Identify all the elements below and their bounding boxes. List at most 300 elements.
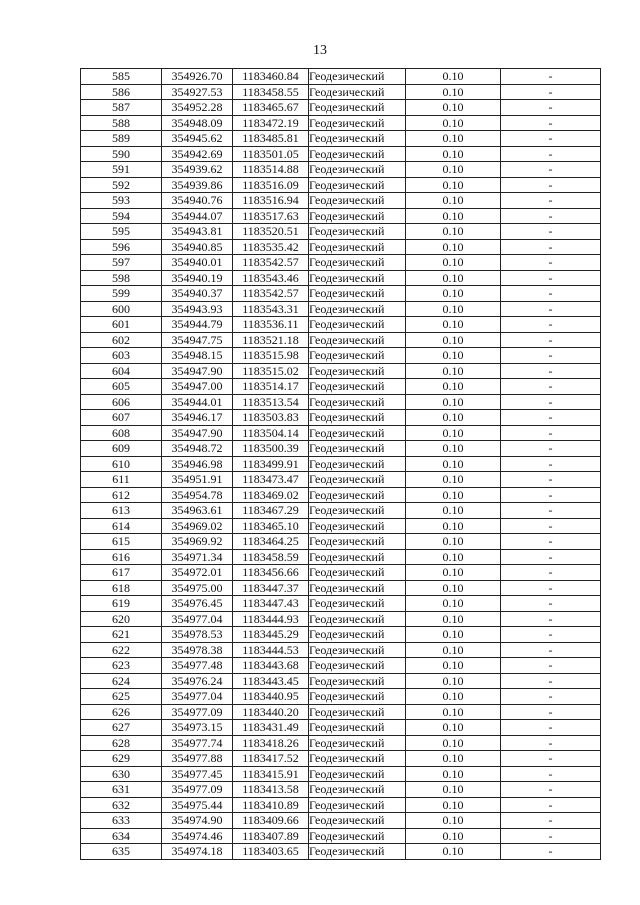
accuracy-cell: 0.10 <box>406 317 501 333</box>
x-coordinate-cell: 354973.15 <box>162 720 233 736</box>
y-coordinate-cell: 1183500.39 <box>233 441 309 457</box>
description-cell: - <box>501 115 601 131</box>
point-number-cell: 600 <box>81 301 162 317</box>
x-coordinate-cell: 354974.46 <box>162 828 233 844</box>
point-number-cell: 616 <box>81 549 162 565</box>
y-coordinate-cell: 1183460.84 <box>233 69 309 85</box>
y-coordinate-cell: 1183447.37 <box>233 580 309 596</box>
method-cell: Геодезический <box>309 410 406 426</box>
point-number-cell: 612 <box>81 487 162 503</box>
method-cell: Геодезический <box>309 379 406 395</box>
point-number-cell: 617 <box>81 565 162 581</box>
table-row <box>81 69 601 85</box>
table-row <box>81 456 601 472</box>
point-number-cell: 601 <box>81 317 162 333</box>
y-coordinate-cell: 1183456.66 <box>233 565 309 581</box>
accuracy-cell: 0.10 <box>406 797 501 813</box>
accuracy-cell: 0.10 <box>406 224 501 240</box>
description-cell: - <box>501 193 601 209</box>
x-coordinate-cell: 354971.34 <box>162 549 233 565</box>
description-cell: - <box>501 208 601 224</box>
table-row <box>81 410 601 426</box>
x-coordinate-cell: 354946.17 <box>162 410 233 426</box>
method-cell: Геодезический <box>309 828 406 844</box>
accuracy-cell: 0.10 <box>406 441 501 457</box>
y-coordinate-cell: 1183501.05 <box>233 146 309 162</box>
x-coordinate-cell: 354972.01 <box>162 565 233 581</box>
x-coordinate-cell: 354944.01 <box>162 394 233 410</box>
table-row <box>81 379 601 395</box>
description-cell: - <box>501 766 601 782</box>
table-row <box>81 627 601 643</box>
y-coordinate-cell: 1183417.52 <box>233 751 309 767</box>
description-cell: - <box>501 565 601 581</box>
point-number-cell: 621 <box>81 627 162 643</box>
x-coordinate-cell: 354975.44 <box>162 797 233 813</box>
method-cell: Геодезический <box>309 224 406 240</box>
method-cell: Геодезический <box>309 208 406 224</box>
accuracy-cell: 0.10 <box>406 782 501 798</box>
accuracy-cell: 0.10 <box>406 363 501 379</box>
x-coordinate-cell: 354948.72 <box>162 441 233 457</box>
method-cell: Геодезический <box>309 704 406 720</box>
point-number-cell: 597 <box>81 255 162 271</box>
description-cell: - <box>501 782 601 798</box>
x-coordinate-cell: 354974.18 <box>162 844 233 860</box>
x-coordinate-cell: 354940.01 <box>162 255 233 271</box>
x-coordinate-cell: 354942.69 <box>162 146 233 162</box>
table-row <box>81 596 601 612</box>
table-row <box>81 441 601 457</box>
table-row <box>81 844 601 860</box>
y-coordinate-cell: 1183543.31 <box>233 301 309 317</box>
description-cell: - <box>501 456 601 472</box>
description-cell: - <box>501 301 601 317</box>
point-number-cell: 604 <box>81 363 162 379</box>
description-cell: - <box>501 131 601 147</box>
method-cell: Геодезический <box>309 239 406 255</box>
y-coordinate-cell: 1183447.43 <box>233 596 309 612</box>
accuracy-cell: 0.10 <box>406 580 501 596</box>
table-row <box>81 797 601 813</box>
method-cell: Геодезический <box>309 69 406 85</box>
point-number-cell: 591 <box>81 162 162 178</box>
description-cell: - <box>501 146 601 162</box>
description-cell: - <box>501 642 601 658</box>
x-coordinate-cell: 354977.09 <box>162 782 233 798</box>
y-coordinate-cell: 1183458.59 <box>233 549 309 565</box>
y-coordinate-cell: 1183516.09 <box>233 177 309 193</box>
y-coordinate-cell: 1183472.19 <box>233 115 309 131</box>
y-coordinate-cell: 1183431.49 <box>233 720 309 736</box>
point-number-cell: 598 <box>81 270 162 286</box>
accuracy-cell: 0.10 <box>406 394 501 410</box>
y-coordinate-cell: 1183535.42 <box>233 239 309 255</box>
x-coordinate-cell: 354977.04 <box>162 689 233 705</box>
table-row <box>81 394 601 410</box>
y-coordinate-cell: 1183440.20 <box>233 704 309 720</box>
point-number-cell: 615 <box>81 534 162 550</box>
y-coordinate-cell: 1183513.54 <box>233 394 309 410</box>
point-number-cell: 608 <box>81 425 162 441</box>
point-number-cell: 586 <box>81 84 162 100</box>
accuracy-cell: 0.10 <box>406 162 501 178</box>
accuracy-cell: 0.10 <box>406 177 501 193</box>
point-number-cell: 618 <box>81 580 162 596</box>
x-coordinate-cell: 354944.79 <box>162 317 233 333</box>
table-row <box>81 487 601 503</box>
table-row <box>81 720 601 736</box>
table-row <box>81 224 601 240</box>
description-cell: - <box>501 735 601 751</box>
table-row <box>81 239 601 255</box>
y-coordinate-cell: 1183514.88 <box>233 162 309 178</box>
x-coordinate-cell: 354954.78 <box>162 487 233 503</box>
description-cell: - <box>501 673 601 689</box>
point-number-cell: 594 <box>81 208 162 224</box>
method-cell: Геодезический <box>309 689 406 705</box>
table-row <box>81 177 601 193</box>
table-row <box>81 813 601 829</box>
description-cell: - <box>501 441 601 457</box>
y-coordinate-cell: 1183542.57 <box>233 286 309 302</box>
accuracy-cell: 0.10 <box>406 332 501 348</box>
accuracy-cell: 0.10 <box>406 69 501 85</box>
table-row <box>81 580 601 596</box>
description-cell: - <box>501 797 601 813</box>
method-cell: Геодезический <box>309 441 406 457</box>
y-coordinate-cell: 1183465.10 <box>233 518 309 534</box>
table-row <box>81 735 601 751</box>
table-row <box>81 689 601 705</box>
x-coordinate-cell: 354977.04 <box>162 611 233 627</box>
x-coordinate-cell: 354926.70 <box>162 69 233 85</box>
y-coordinate-cell: 1183485.81 <box>233 131 309 147</box>
description-cell: - <box>501 425 601 441</box>
method-cell: Геодезический <box>309 193 406 209</box>
y-coordinate-cell: 1183418.26 <box>233 735 309 751</box>
x-coordinate-cell: 354939.86 <box>162 177 233 193</box>
x-coordinate-cell: 354943.81 <box>162 224 233 240</box>
point-number-cell: 609 <box>81 441 162 457</box>
y-coordinate-cell: 1183473.47 <box>233 472 309 488</box>
accuracy-cell: 0.10 <box>406 146 501 162</box>
point-number-cell: 611 <box>81 472 162 488</box>
y-coordinate-cell: 1183515.98 <box>233 348 309 364</box>
description-cell: - <box>501 844 601 860</box>
table-row <box>81 425 601 441</box>
x-coordinate-cell: 354952.28 <box>162 100 233 116</box>
table-row <box>81 255 601 271</box>
description-cell: - <box>501 394 601 410</box>
accuracy-cell: 0.10 <box>406 518 501 534</box>
point-number-cell: 602 <box>81 332 162 348</box>
method-cell: Геодезический <box>309 627 406 643</box>
description-cell: - <box>501 379 601 395</box>
point-number-cell: 588 <box>81 115 162 131</box>
point-number-cell: 595 <box>81 224 162 240</box>
point-number-cell: 614 <box>81 518 162 534</box>
table-row <box>81 100 601 116</box>
method-cell: Геодезический <box>309 394 406 410</box>
table-row <box>81 534 601 550</box>
table-row <box>81 162 601 178</box>
method-cell: Геодезический <box>309 720 406 736</box>
accuracy-cell: 0.10 <box>406 239 501 255</box>
description-cell: - <box>501 162 601 178</box>
accuracy-cell: 0.10 <box>406 720 501 736</box>
x-coordinate-cell: 354947.00 <box>162 379 233 395</box>
table-row <box>81 84 601 100</box>
table-row <box>81 472 601 488</box>
description-cell: - <box>501 332 601 348</box>
table-row <box>81 332 601 348</box>
y-coordinate-cell: 1183464.25 <box>233 534 309 550</box>
method-cell: Геодезический <box>309 487 406 503</box>
y-coordinate-cell: 1183445.29 <box>233 627 309 643</box>
x-coordinate-cell: 354948.09 <box>162 115 233 131</box>
accuracy-cell: 0.10 <box>406 301 501 317</box>
point-number-cell: 605 <box>81 379 162 395</box>
y-coordinate-cell: 1183514.17 <box>233 379 309 395</box>
point-number-cell: 626 <box>81 704 162 720</box>
description-cell: - <box>501 720 601 736</box>
description-cell: - <box>501 239 601 255</box>
y-coordinate-cell: 1183410.89 <box>233 797 309 813</box>
description-cell: - <box>501 704 601 720</box>
method-cell: Геодезический <box>309 146 406 162</box>
method-cell: Геодезический <box>309 797 406 813</box>
y-coordinate-cell: 1183443.45 <box>233 673 309 689</box>
point-number-cell: 593 <box>81 193 162 209</box>
accuracy-cell: 0.10 <box>406 534 501 550</box>
method-cell: Геодезический <box>309 534 406 550</box>
coordinates-table <box>80 68 601 860</box>
accuracy-cell: 0.10 <box>406 673 501 689</box>
x-coordinate-cell: 354975.00 <box>162 580 233 596</box>
method-cell: Геодезический <box>309 177 406 193</box>
point-number-cell: 587 <box>81 100 162 116</box>
y-coordinate-cell: 1183542.57 <box>233 255 309 271</box>
x-coordinate-cell: 354963.61 <box>162 503 233 519</box>
point-number-cell: 634 <box>81 828 162 844</box>
method-cell: Геодезический <box>309 317 406 333</box>
y-coordinate-cell: 1183515.02 <box>233 363 309 379</box>
table-row <box>81 751 601 767</box>
y-coordinate-cell: 1183503.83 <box>233 410 309 426</box>
point-number-cell: 585 <box>81 69 162 85</box>
accuracy-cell: 0.10 <box>406 503 501 519</box>
method-cell: Геодезический <box>309 735 406 751</box>
accuracy-cell: 0.10 <box>406 84 501 100</box>
y-coordinate-cell: 1183407.89 <box>233 828 309 844</box>
x-coordinate-cell: 354947.75 <box>162 332 233 348</box>
method-cell: Геодезический <box>309 782 406 798</box>
accuracy-cell: 0.10 <box>406 131 501 147</box>
method-cell: Геодезический <box>309 503 406 519</box>
x-coordinate-cell: 354977.45 <box>162 766 233 782</box>
accuracy-cell: 0.10 <box>406 704 501 720</box>
y-coordinate-cell: 1183499.91 <box>233 456 309 472</box>
x-coordinate-cell: 354969.92 <box>162 534 233 550</box>
x-coordinate-cell: 354947.90 <box>162 363 233 379</box>
point-number-cell: 631 <box>81 782 162 798</box>
table-row <box>81 317 601 333</box>
y-coordinate-cell: 1183415.91 <box>233 766 309 782</box>
description-cell: - <box>501 363 601 379</box>
description-cell: - <box>501 828 601 844</box>
method-cell: Геодезический <box>309 766 406 782</box>
method-cell: Геодезический <box>309 658 406 674</box>
point-number-cell: 590 <box>81 146 162 162</box>
y-coordinate-cell: 1183443.68 <box>233 658 309 674</box>
table-row <box>81 503 601 519</box>
table-row <box>81 270 601 286</box>
description-cell: - <box>501 813 601 829</box>
accuracy-cell: 0.10 <box>406 472 501 488</box>
method-cell: Геодезический <box>309 611 406 627</box>
x-coordinate-cell: 354939.62 <box>162 162 233 178</box>
accuracy-cell: 0.10 <box>406 100 501 116</box>
description-cell: - <box>501 689 601 705</box>
point-number-cell: 589 <box>81 131 162 147</box>
method-cell: Геодезический <box>309 456 406 472</box>
description-cell: - <box>501 658 601 674</box>
method-cell: Геодезический <box>309 844 406 860</box>
x-coordinate-cell: 354940.76 <box>162 193 233 209</box>
description-cell: - <box>501 627 601 643</box>
description-cell: - <box>501 534 601 550</box>
method-cell: Геодезический <box>309 549 406 565</box>
accuracy-cell: 0.10 <box>406 270 501 286</box>
accuracy-cell: 0.10 <box>406 751 501 767</box>
y-coordinate-cell: 1183465.67 <box>233 100 309 116</box>
accuracy-cell: 0.10 <box>406 255 501 271</box>
accuracy-cell: 0.10 <box>406 286 501 302</box>
accuracy-cell: 0.10 <box>406 844 501 860</box>
accuracy-cell: 0.10 <box>406 813 501 829</box>
description-cell: - <box>501 611 601 627</box>
table-row <box>81 208 601 224</box>
method-cell: Геодезический <box>309 642 406 658</box>
point-number-cell: 633 <box>81 813 162 829</box>
y-coordinate-cell: 1183517.63 <box>233 208 309 224</box>
x-coordinate-cell: 354944.07 <box>162 208 233 224</box>
method-cell: Геодезический <box>309 348 406 364</box>
accuracy-cell: 0.10 <box>406 425 501 441</box>
x-coordinate-cell: 354977.74 <box>162 735 233 751</box>
y-coordinate-cell: 1183403.65 <box>233 844 309 860</box>
description-cell: - <box>501 69 601 85</box>
point-number-cell: 596 <box>81 239 162 255</box>
method-cell: Геодезический <box>309 286 406 302</box>
method-cell: Геодезический <box>309 332 406 348</box>
method-cell: Геодезический <box>309 162 406 178</box>
table-row <box>81 363 601 379</box>
y-coordinate-cell: 1183409.66 <box>233 813 309 829</box>
accuracy-cell: 0.10 <box>406 596 501 612</box>
description-cell: - <box>501 549 601 565</box>
point-number-cell: 625 <box>81 689 162 705</box>
y-coordinate-cell: 1183543.46 <box>233 270 309 286</box>
x-coordinate-cell: 354969.02 <box>162 518 233 534</box>
table-row <box>81 131 601 147</box>
x-coordinate-cell: 354978.53 <box>162 627 233 643</box>
point-number-cell: 613 <box>81 503 162 519</box>
method-cell: Геодезический <box>309 363 406 379</box>
point-number-cell: 622 <box>81 642 162 658</box>
x-coordinate-cell: 354977.48 <box>162 658 233 674</box>
y-coordinate-cell: 1183467.29 <box>233 503 309 519</box>
point-number-cell: 629 <box>81 751 162 767</box>
x-coordinate-cell: 354977.88 <box>162 751 233 767</box>
description-cell: - <box>501 286 601 302</box>
x-coordinate-cell: 354976.24 <box>162 673 233 689</box>
point-number-cell: 607 <box>81 410 162 426</box>
accuracy-cell: 0.10 <box>406 627 501 643</box>
method-cell: Геодезический <box>309 255 406 271</box>
method-cell: Геодезический <box>309 100 406 116</box>
x-coordinate-cell: 354947.90 <box>162 425 233 441</box>
x-coordinate-cell: 354946.98 <box>162 456 233 472</box>
method-cell: Геодезический <box>309 131 406 147</box>
table-row <box>81 518 601 534</box>
table-row <box>81 193 601 209</box>
x-coordinate-cell: 354940.85 <box>162 239 233 255</box>
y-coordinate-cell: 1183520.51 <box>233 224 309 240</box>
method-cell: Геодезический <box>309 596 406 612</box>
method-cell: Геодезический <box>309 813 406 829</box>
description-cell: - <box>501 84 601 100</box>
accuracy-cell: 0.10 <box>406 689 501 705</box>
description-cell: - <box>501 580 601 596</box>
method-cell: Геодезический <box>309 115 406 131</box>
accuracy-cell: 0.10 <box>406 658 501 674</box>
x-coordinate-cell: 354943.93 <box>162 301 233 317</box>
y-coordinate-cell: 1183469.02 <box>233 487 309 503</box>
table-row <box>81 286 601 302</box>
point-number-cell: 632 <box>81 797 162 813</box>
accuracy-cell: 0.10 <box>406 766 501 782</box>
method-cell: Геодезический <box>309 84 406 100</box>
y-coordinate-cell: 1183504.14 <box>233 425 309 441</box>
x-coordinate-cell: 354940.19 <box>162 270 233 286</box>
accuracy-cell: 0.10 <box>406 565 501 581</box>
method-cell: Геодезический <box>309 751 406 767</box>
accuracy-cell: 0.10 <box>406 487 501 503</box>
page-number: 13 <box>313 43 327 58</box>
description-cell: - <box>501 255 601 271</box>
accuracy-cell: 0.10 <box>406 642 501 658</box>
table-row <box>81 673 601 689</box>
description-cell: - <box>501 751 601 767</box>
accuracy-cell: 0.10 <box>406 115 501 131</box>
y-coordinate-cell: 1183440.95 <box>233 689 309 705</box>
table-row <box>81 642 601 658</box>
method-cell: Геодезический <box>309 425 406 441</box>
point-number-cell: 627 <box>81 720 162 736</box>
x-coordinate-cell: 354951.91 <box>162 472 233 488</box>
description-cell: - <box>501 410 601 426</box>
x-coordinate-cell: 354978.38 <box>162 642 233 658</box>
accuracy-cell: 0.10 <box>406 735 501 751</box>
y-coordinate-cell: 1183536.11 <box>233 317 309 333</box>
y-coordinate-cell: 1183516.94 <box>233 193 309 209</box>
accuracy-cell: 0.10 <box>406 208 501 224</box>
point-number-cell: 606 <box>81 394 162 410</box>
point-number-cell: 599 <box>81 286 162 302</box>
x-coordinate-cell: 354974.90 <box>162 813 233 829</box>
